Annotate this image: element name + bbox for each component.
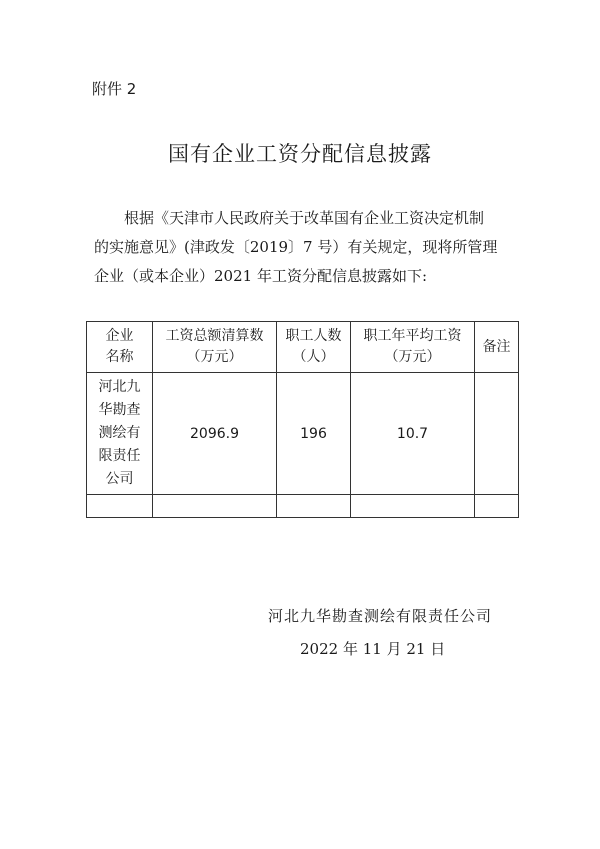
intro-paragraph [94, 204, 524, 291]
cell-company-name: 河北九 华勘查 测绘有 限责任 公司 [87, 373, 153, 495]
signature-company: 河北九华勘查测绘有限责任公司 [268, 607, 493, 625]
empty-cell [351, 495, 475, 518]
empty-cell [87, 495, 153, 518]
cell-remarks [475, 373, 519, 495]
empty-cell [475, 495, 519, 518]
header-remarks: 备注 [475, 322, 519, 373]
table-row [87, 373, 519, 495]
header-total-wages: 工资总额清算数 （万元） [153, 322, 277, 373]
cell-total-wages: 2096.9 [153, 373, 277, 495]
header-average-wage: 职工年平均工资 （万元） [351, 322, 475, 373]
table-header-row [87, 322, 519, 373]
attachment-label: 附件 2 [92, 80, 137, 98]
table-row-empty [87, 495, 519, 518]
cell-average-wage: 10.7 [351, 373, 475, 495]
signature-date: 2022 年 11 月 21 日 [300, 640, 446, 658]
header-employee-count: 职工人数 （人） [277, 322, 351, 373]
cell-employee-count: 196 [277, 373, 351, 495]
header-company-name: 企业 名称 [87, 322, 153, 373]
intro-line: 企业（或本企业）2021 年工资分配信息披露如下: [94, 267, 427, 285]
empty-cell [277, 495, 351, 518]
wage-info-table [86, 321, 519, 518]
empty-cell [153, 495, 277, 518]
intro-line: 根据《天津市人民政府关于改革国有企业工资决定机制 [124, 209, 485, 227]
intro-line: 的实施意见》(津政发〔2019〕7 号）有关规定，现将所管理 [94, 238, 498, 256]
document-title: 国有企业工资分配信息披露 [168, 142, 432, 166]
